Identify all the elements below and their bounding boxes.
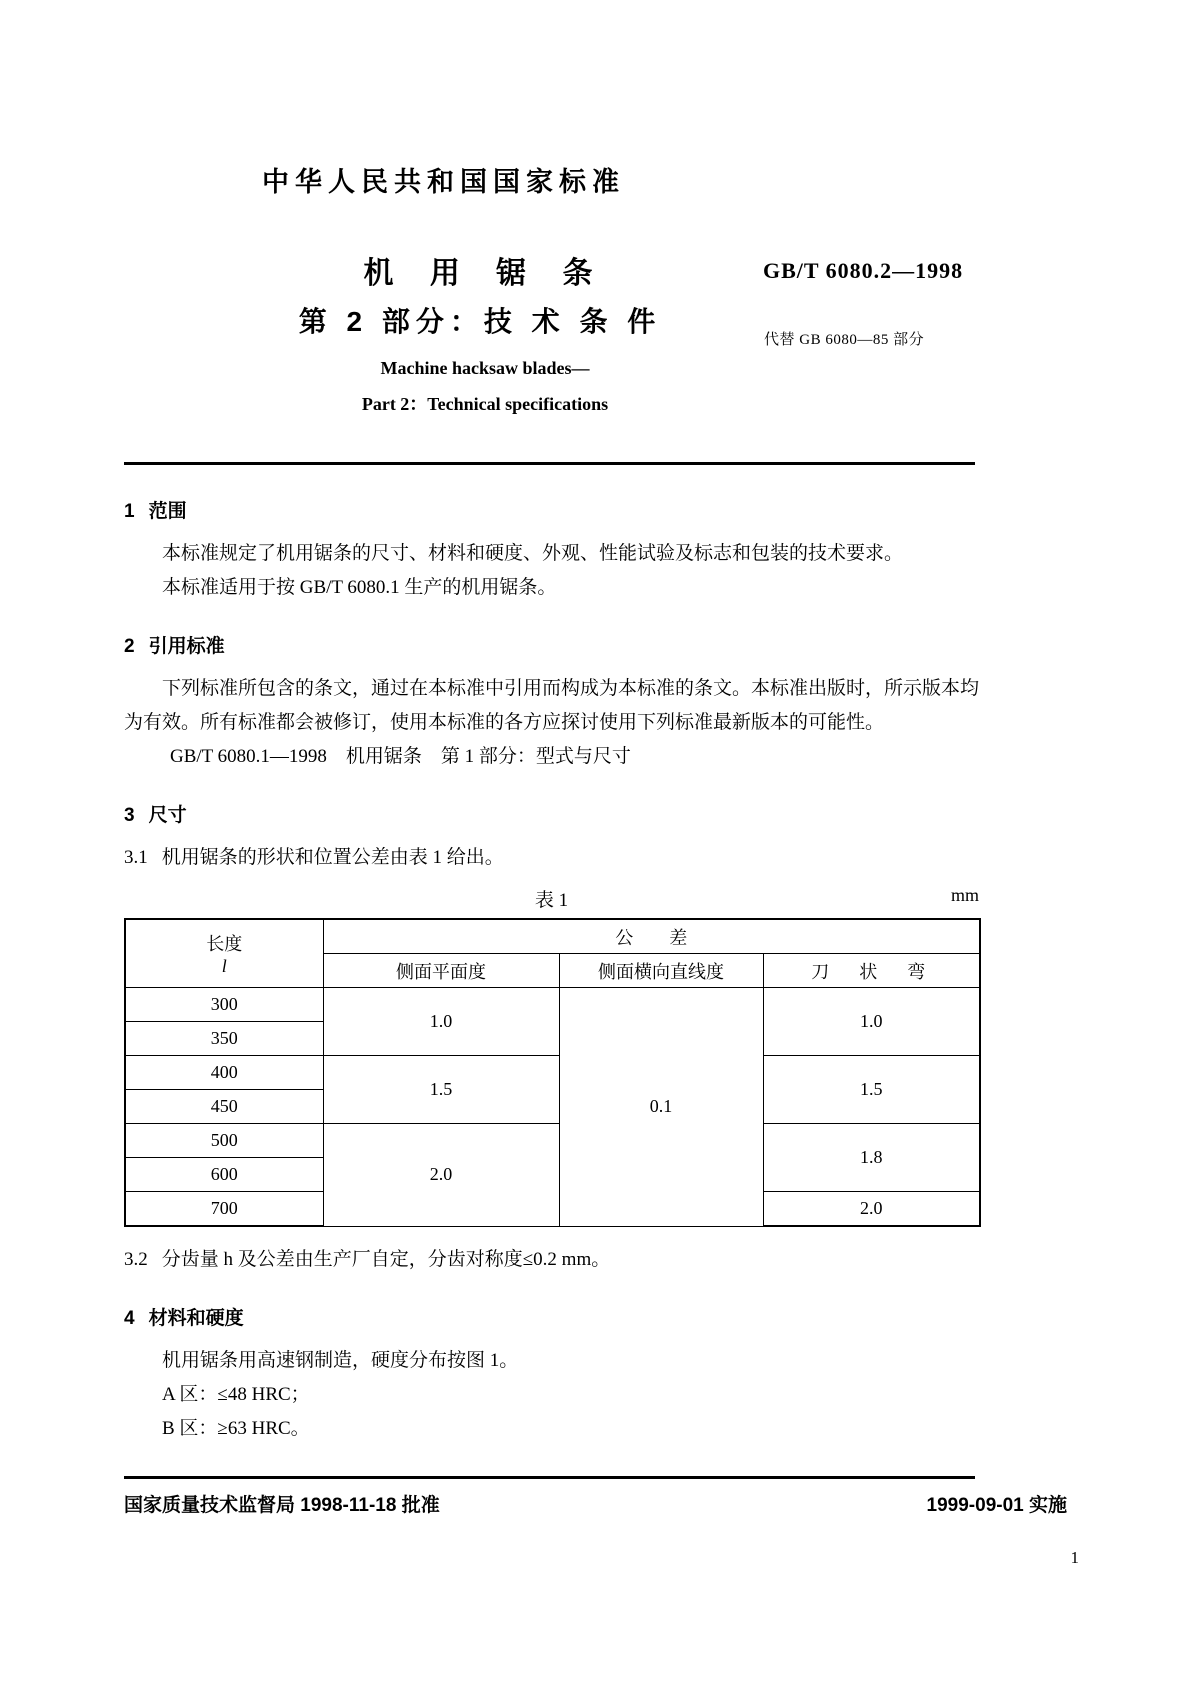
table-header-row-1: [125, 919, 980, 954]
section-title-3: 尺寸: [148, 805, 187, 826]
table-cell-flatness: 1.0: [323, 988, 559, 1056]
spacer: [124, 605, 979, 631]
section-heading-2: [124, 631, 979, 658]
table-1-caption: 表 1: [534, 890, 569, 911]
table-cell-knife-bend: 1.0: [763, 988, 980, 1056]
standard-replaces-note: 代替 GB 6080—85 部分: [764, 332, 925, 348]
table-header-length-label: 长度: [206, 934, 243, 954]
section-4-zone-b: B 区：≥63 HRC。: [162, 1418, 310, 1439]
footer-implementation-text: 1999-09-01 实施: [926, 1495, 1067, 1516]
table-row: [125, 988, 980, 1022]
spacer: [124, 774, 979, 800]
table-cell-length: 500: [125, 1124, 323, 1158]
clause-3-2: [124, 1243, 979, 1277]
section-heading-4: [124, 1303, 979, 1330]
table-cell-length: 600: [125, 1158, 323, 1192]
table-header-knife-bend: 刀 状 弯: [763, 954, 980, 988]
table-cell-knife-bend: 1.8: [763, 1124, 980, 1192]
clause-number-3-1: 3.1: [124, 847, 148, 868]
clause-3-1: [124, 841, 979, 875]
table-cell-knife-bend: 2.0: [763, 1192, 980, 1227]
table-row: [125, 1056, 980, 1090]
section-1-paragraph-1: 本标准规定了机用锯条的尺寸、材料和硬度、外观、性能试验及标志和包装的技术要求。: [162, 543, 904, 564]
table-header-flatness: 侧面平面度: [323, 954, 559, 988]
section-1-paragraph-2: 本标准适用于按 GB/T 6080.1 生产的机用锯条。: [162, 577, 557, 598]
section-number-1: 1: [124, 501, 135, 522]
spacer: [124, 1277, 979, 1303]
table-cell-flatness: 1.5: [323, 1056, 559, 1124]
header-divider-rule: [124, 462, 975, 465]
section-title-1: 范围: [148, 501, 187, 522]
table-cell-length: 400: [125, 1056, 323, 1090]
table-1-caption-row: [124, 885, 979, 912]
page-number: 1: [1070, 1548, 1079, 1567]
footer-approval-text: 国家质量技术监督局 1998-11-18 批准: [124, 1495, 440, 1516]
table-header-length-symbol: l: [221, 956, 227, 976]
section-number-2: 2: [124, 636, 135, 657]
table-cell-length: 300: [125, 988, 323, 1022]
clause-text-3-1: 机用锯条的形状和位置公差由表 1 给出。: [161, 847, 504, 868]
table-row: [125, 1124, 980, 1158]
clause-number-3-2: 3.2: [124, 1249, 148, 1270]
section-2-reference-1: GB/T 6080.1—1998 机用锯条 第 1 部分：型式与尺寸: [170, 746, 631, 767]
table-header-length-cell: [125, 919, 323, 988]
spacer: [124, 1227, 979, 1243]
document-body: [124, 496, 979, 1446]
section-2-paragraph-1: 下列标准所包含的条文，通过在本标准中引用而构成为本标准的条文。本标准出版时，所示版本均为有效。所有标准都会被修订，使用本标准的各方应探讨使用下列标准最新版本的可能性。: [124, 678, 980, 733]
footer-divider-rule: [124, 1476, 975, 1479]
table-cell-length: 350: [125, 1022, 323, 1056]
section-heading-1: [124, 496, 979, 523]
table-header-tolerance-group: 公 差: [323, 919, 980, 954]
standard-title-english-line1: Machine hacksaw blades—: [380, 358, 590, 378]
section-number-4: 4: [124, 1308, 135, 1329]
section-heading-3: [124, 800, 979, 827]
section-4-zone-a: A 区：≤48 HRC；: [162, 1384, 310, 1405]
standard-title-english-line2: Part 2：Technical specifications: [361, 394, 609, 414]
table-header-straightness: 侧面横向直线度: [559, 954, 763, 988]
section-number-3: 3: [124, 805, 135, 826]
table-cell-length: 450: [125, 1090, 323, 1124]
standard-title-part: 第 2 部分：技 术 条 件: [298, 306, 662, 337]
section-4-paragraph-1: 机用锯条用高速钢制造，硬度分布按图 1。: [162, 1350, 519, 1371]
standard-title-main: 机 用 锯 条: [363, 257, 607, 290]
table-1-tolerances: [124, 918, 981, 1227]
section-title-4: 材料和硬度: [148, 1308, 244, 1329]
table-1-unit: mm: [950, 885, 979, 905]
table-cell-flatness: 2.0: [323, 1124, 559, 1227]
standard-number: GB/T 6080.2—1998: [763, 258, 964, 283]
section-title-2: 引用标准: [148, 636, 225, 657]
table-cell-length: 700: [125, 1192, 323, 1227]
clause-text-3-2: 分齿量 h 及公差由生产厂自定，分齿对称度≤0.2 mm。: [161, 1249, 611, 1270]
table-cell-straightness: 0.1: [559, 988, 763, 1227]
table-cell-knife-bend: 1.5: [763, 1056, 980, 1124]
standard-organization-title: 中华人民共和国国家标准: [262, 167, 625, 197]
